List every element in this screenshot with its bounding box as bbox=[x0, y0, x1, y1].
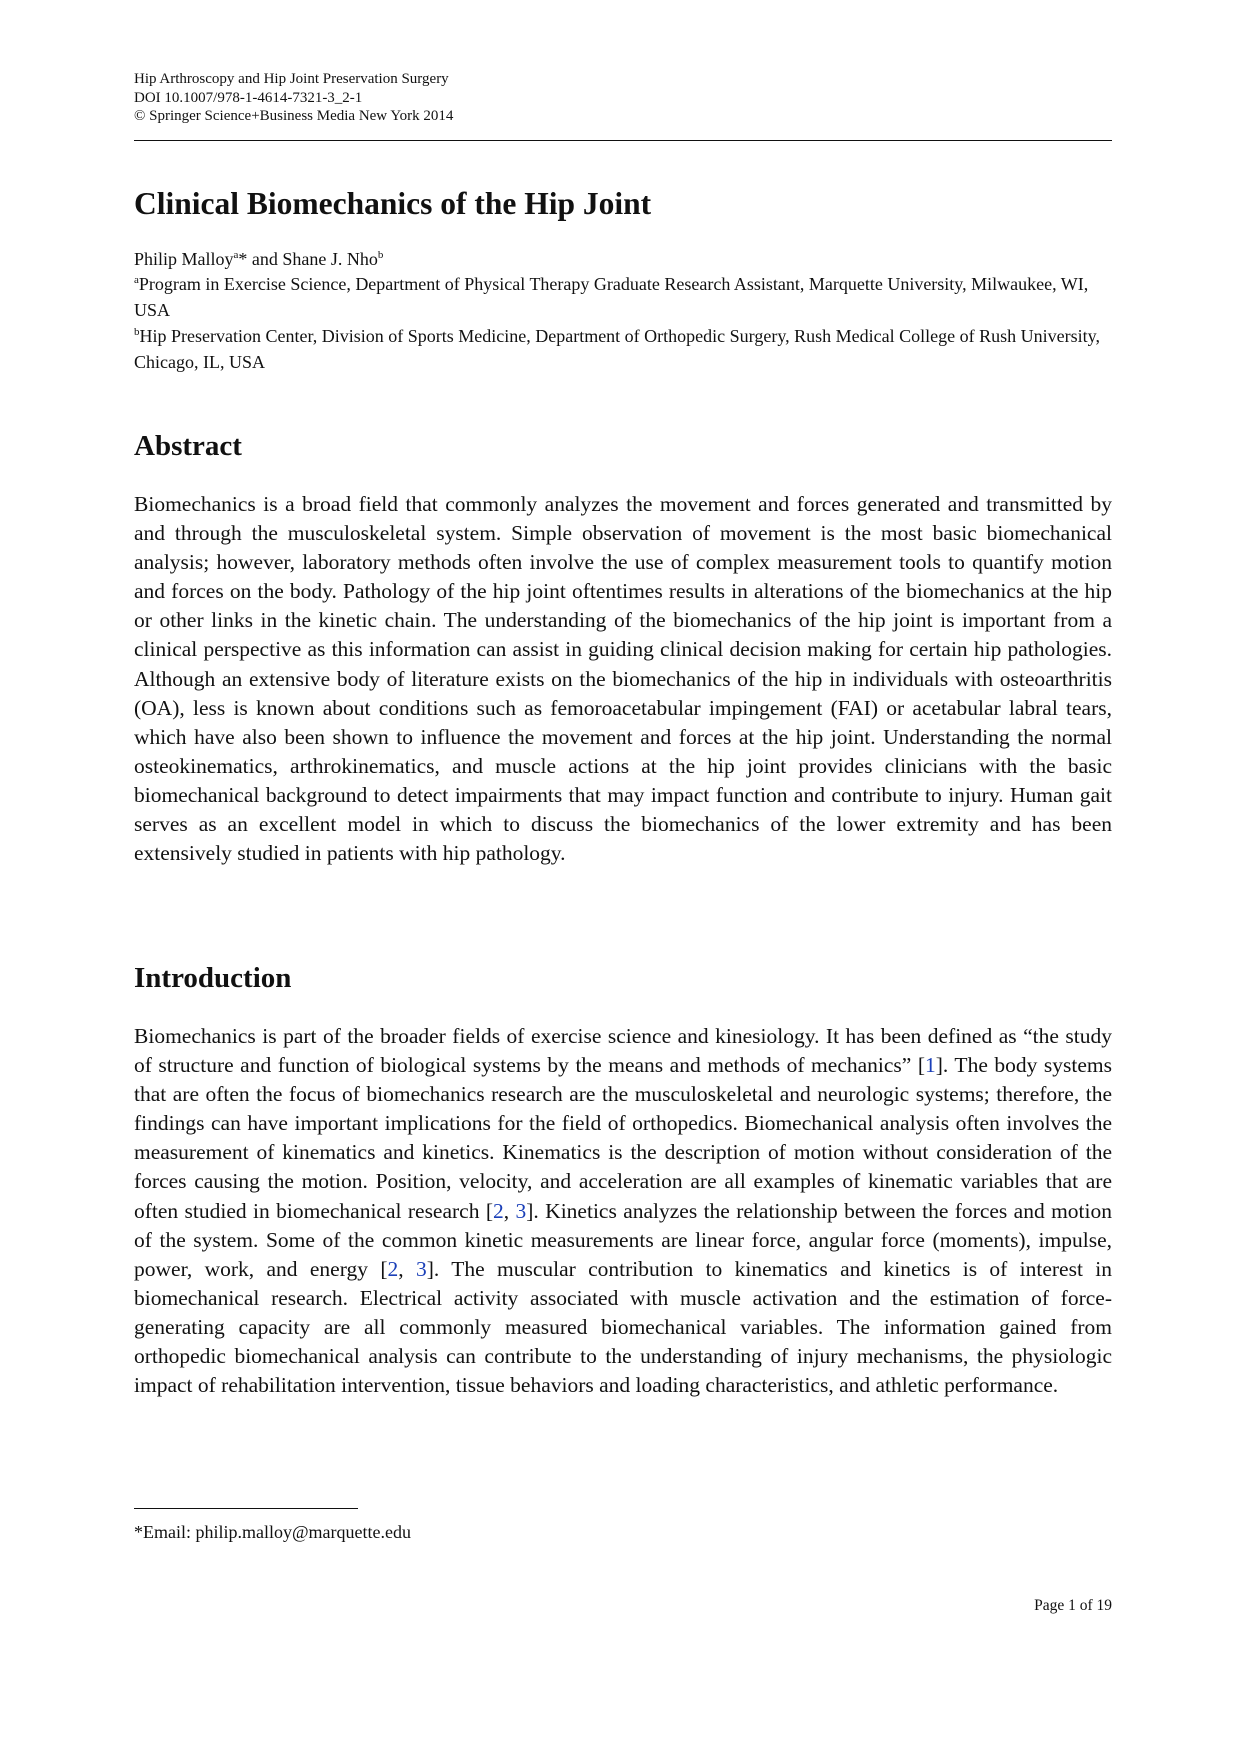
author-connector: and bbox=[247, 249, 283, 269]
book-title: Hip Arthroscopy and Hip Joint Preservation Surgery bbox=[134, 71, 449, 87]
header-rule bbox=[134, 140, 1112, 141]
abstract-heading: Abstract bbox=[134, 430, 242, 462]
footnote-email: *Email: philip.malloy@marquette.edu bbox=[134, 1522, 412, 1542]
affiliation-b bbox=[134, 323, 1112, 375]
reference-separator: , bbox=[398, 1256, 416, 1281]
introduction-text bbox=[134, 1022, 1112, 1400]
intro-text-2: ]. The body systems that are often the focus of biomechanics research are the musculoskeletal and neurologic systems; therefore, the findings can have important implications for the field of orthopedics. Biomechanical analysis often involves the measurement of kinematics and kinetics. Kinematics is the description of motion without consideration of the forces causing the motion. Position, velocity, and acceleration are all examples of kinematic variables that are often studied in biomechanical research [ bbox=[134, 1053, 1112, 1223]
doi: DOI 10.1007/978-1-4614-7321-3_2-1 bbox=[134, 89, 363, 106]
reference-separator: , bbox=[503, 1198, 516, 1223]
footnote-rule bbox=[134, 1508, 358, 1509]
paper-title: Clinical Biomechanics of the Hip Joint bbox=[134, 186, 652, 221]
affiliation-b-label: b bbox=[134, 326, 140, 338]
intro-text-1: Biomechanics is part of the broader fields of exercise science and kinesiology. It has been defined as “the study of structure and function of biological systems by the means and methods of mechanics” [ bbox=[134, 1024, 1112, 1078]
author-2: Shane J. Nho bbox=[282, 249, 378, 269]
affiliation-a bbox=[134, 271, 1112, 323]
introduction-heading: Introduction bbox=[134, 962, 292, 994]
affiliation-a-label: a bbox=[134, 274, 139, 286]
page-number: Page 1 of 19 bbox=[1034, 1597, 1112, 1614]
reference-link-3[interactable]: 3 bbox=[515, 1198, 527, 1223]
author-1-affil-mark: a bbox=[233, 249, 239, 261]
author-2-affil-mark: b bbox=[377, 249, 384, 261]
abstract-text: Biomechanics is a broad field that commonly analyzes the movement and forces generated and transmitted by and through the musculoskeletal system. Simple observation of movement is the most basic biomechanical analysis; however, laboratory methods often involve the use of complex measurement tools to quantify motion and forces on the body. Pathology of the hip joint oftentimes results in alterations of the biomechanics at the hip or other links in the kinetic chain. The understanding of the biomechanics of the hip joint is important from a clinical perspective as this information can assist in guiding clinical decision making for certain hip pathologies. Although an extensive body of literature exists on the biomechanics of the hip in individuals with osteoarthritis (OA), less is known about conditions such as femoroacetabular impingement (FAI) or acetabular labral tears, which have also been shown to influence the movement and forces at the hip joint. Understanding the normal osteokinematics, arthrokinematics, and muscle actions at the hip joint provides clinicians with the basic biomechanical background to detect impairments that may impact function and contribute to injury. Human gait serves as an excellent model in which to discuss the biomechanics of the lower extremity and has been extensively studied in patients with hip pathology. bbox=[134, 492, 1112, 866]
reference-link-2[interactable]: 2 bbox=[493, 1198, 504, 1223]
reference-link-1[interactable]: 1 bbox=[925, 1053, 936, 1078]
intro-text-4: ]. The muscular contribution to kinematics and kinetics is of interest in biomechanical research. Electrical activity associated with muscle activation and the estimation of force-generating capacity are all commonly measured biomechanical variables. The information gained from orthopedic biomechanical analysis can contribute to the understanding of injury mechanisms, the physiologic impact of rehabilitation intervention, tissue behaviors and loading characteristics, and athletic performance. bbox=[134, 1256, 1112, 1398]
affiliation-b-text: Hip Preservation Center, Division of Sports Medicine, Department of Orthopedic Surgery, Rush Medical College of Rush University, Chicago, IL, USA bbox=[134, 326, 1100, 372]
copyright: © Springer Science+Business Media New York 2014 bbox=[134, 108, 454, 124]
reference-link-3b[interactable]: 3 bbox=[415, 1256, 427, 1281]
corresponding-mark: * bbox=[238, 249, 248, 269]
reference-link-2b[interactable]: 2 bbox=[387, 1256, 399, 1281]
intro-text-3: ]. Kinetics analyzes the relationship between the forces and motion of the system. Some of the common kinetic measurements are linear force, angular force (moments), impulse, power, work, and energy [ bbox=[134, 1198, 1112, 1281]
author-line bbox=[134, 248, 383, 271]
author-1: Philip Malloy bbox=[134, 249, 234, 269]
affiliation-a-text: Program in Exercise Science, Department of Physical Therapy Graduate Research Assistant, Marquette University, Milwaukee, WI, USA bbox=[134, 274, 1089, 320]
paper-page bbox=[134, 0, 1112, 1754]
running-header bbox=[134, 70, 1112, 126]
